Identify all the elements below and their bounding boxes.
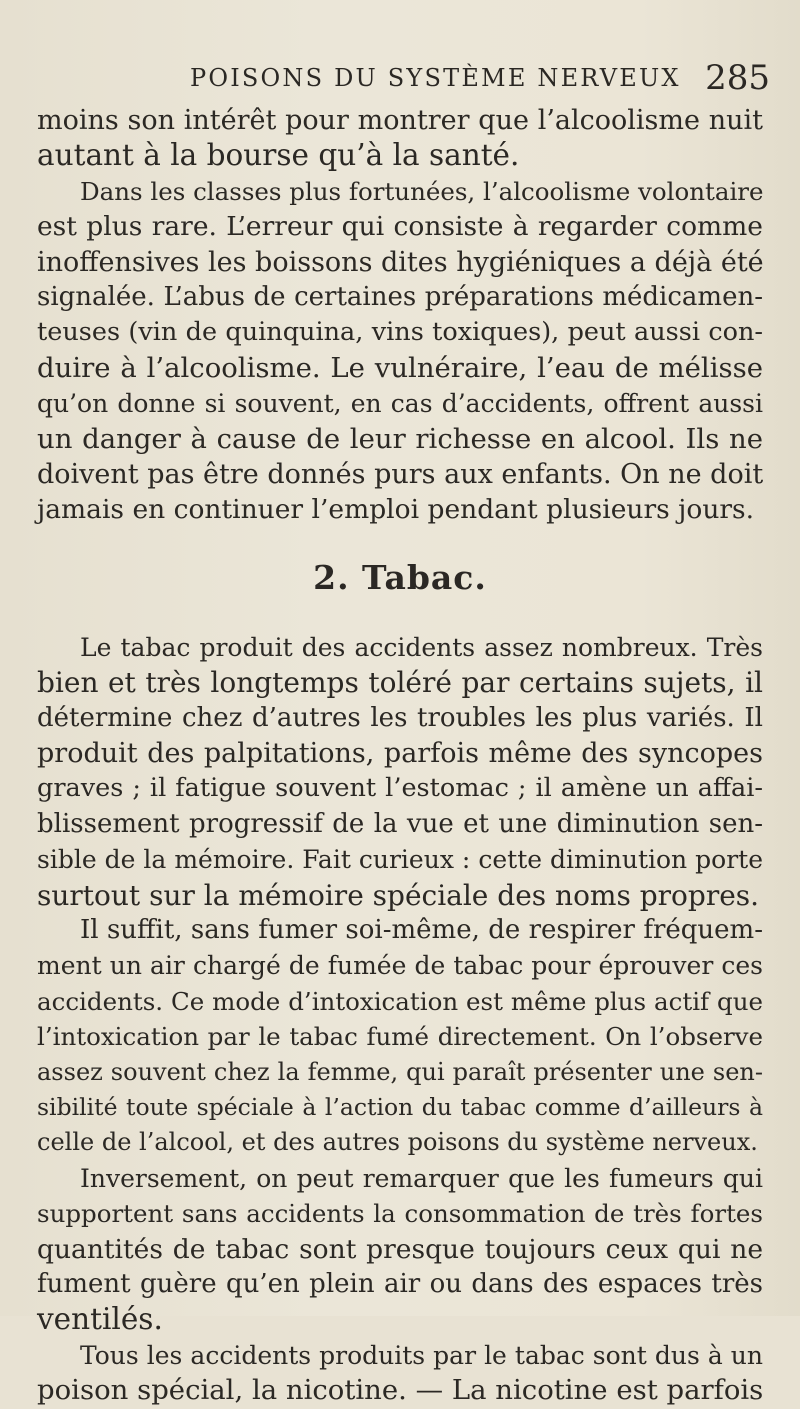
text-line: qu’on donne si souvent, en cas d’accidents, offrent aussi <box>37 389 763 419</box>
text-line: un danger à cause de leur richesse en alcool. Ils ne <box>37 422 763 455</box>
text-line: détermine chez d’autres les troubles les plus variés. Il <box>37 702 763 733</box>
section-heading: 2. Tabac. <box>313 557 487 597</box>
text-line: signalée. L’abus de certaines préparations médicamen- <box>37 282 763 312</box>
text-line: l’intoxication par le tabac fumé directement. On l’observe <box>37 1022 763 1052</box>
text-line: sible de la mémoire. Fait curieux : cette diminution porte <box>37 845 763 875</box>
text-line: jamais en continuer l’emploi pendant plusieurs jours. <box>37 494 755 526</box>
text-line: celle de l’alcool, et des autres poisons du système nerveux. <box>37 1128 758 1157</box>
text-line: moins son intérêt pour montrer que l’alcoolisme nuit <box>37 105 763 136</box>
text-line: graves ; il fatigue souvent l’estomac ; il amène un affai- <box>37 773 763 804</box>
text-line: est plus rare. L’erreur qui consiste à regarder comme <box>37 211 763 243</box>
text-line: surtout sur la mémoire spéciale des noms propres. <box>37 878 760 912</box>
text-line: quantités de tabac sont presque toujours ceux qui ne <box>37 1233 763 1265</box>
text-line: Dans les classes plus fortunées, l’alcoolisme volontaire <box>80 176 764 206</box>
text-line: fument guère qu’en plein air ou dans des espaces très <box>37 1269 763 1299</box>
text-line: Tous les accidents produits par le tabac sont dus à un <box>80 1340 763 1370</box>
text-line: assez souvent chez la femme, qui paraît présenter une sen- <box>37 1057 763 1086</box>
text-line: teuses (vin de quinquina, vins toxiques), peut aussi con- <box>37 317 763 348</box>
text-line: supportent sans accidents la consommation de très fortes <box>37 1199 763 1229</box>
text-line: Il suffit, sans fumer soi-même, de respirer fréquem- <box>80 915 763 945</box>
text-line: Inversement, on peut remarquer que les fumeurs qui <box>80 1163 763 1193</box>
text-line: produit des palpitations, parfois même des syncopes <box>37 738 763 769</box>
text-line: autant à la bourse qu’à la santé. <box>37 138 520 173</box>
text-line: blissement progressif de la vue et une diminution sen- <box>37 808 763 839</box>
running-head: POISONS DU SYSTÈME NERVEUX <box>190 64 681 92</box>
text-line: poison spécial, la nicotine. — La nicotine est parfois <box>37 1374 764 1407</box>
text-line: ment un air chargé de fumée de tabac pour éprouver ces <box>37 951 763 981</box>
text-line: duire à l’alcoolisme. Le vulnéraire, l’eau de mélisse <box>37 351 763 384</box>
text-line: inoffensives les boissons dites hygiéniques a déjà été <box>37 246 764 278</box>
text-line: sibilité toute spéciale à l’action du tabac comme d’ailleurs à <box>37 1093 763 1121</box>
text-line: ventilés. <box>37 1302 163 1337</box>
text-line: accidents. Ce mode d’intoxication est même plus actif que <box>37 986 763 1016</box>
text-line: Le tabac produit des accidents assez nombreux. Très <box>80 632 763 662</box>
text-line: doivent pas être donnés purs aux enfants. On ne doit <box>37 459 764 490</box>
text-line: bien et très longtemps toléré par certains sujets, il <box>37 666 763 700</box>
page-number: 285 <box>705 58 770 98</box>
page-header <box>0 58 800 98</box>
